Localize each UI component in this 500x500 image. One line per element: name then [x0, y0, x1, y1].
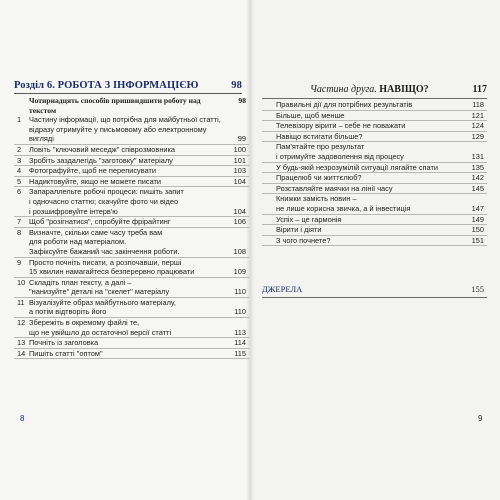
sources-page: 155: [471, 284, 484, 294]
toc-item-line: Вірити і діяти: [276, 225, 322, 235]
toc-item-page: 101: [233, 155, 246, 165]
toc-row: [14, 166, 249, 177]
toc-item-page: 151: [471, 235, 484, 245]
toc-item-line: і одночасно статтю; скачуйте фото чи відео: [29, 196, 179, 206]
toc-item-text: [262, 111, 463, 121]
sources-divider: [262, 297, 487, 298]
toc-item-page: 109: [233, 267, 246, 277]
toc-item-line: Визначте, скільки саме часу треба вам: [29, 227, 163, 237]
toc-item-line: відразу отримуйте у письмовому або електронному: [29, 124, 207, 134]
toc-item-text: [29, 338, 225, 348]
toc-item-text: [29, 177, 225, 187]
toc-item-number: 6: [17, 187, 22, 197]
toc-row: [14, 258, 249, 278]
toc-item-page: 149: [471, 214, 484, 224]
section-page-number: 98: [231, 80, 242, 91]
toc-item-page: 147: [471, 203, 484, 213]
toc-item-page: 108: [233, 246, 246, 256]
toc-item-page: 131: [471, 151, 484, 161]
part-divider: [262, 98, 487, 99]
toc-row: [14, 338, 249, 349]
toc-item-page: 124: [471, 121, 484, 131]
toc-item-number: 11: [17, 297, 25, 307]
toc-item-text: [29, 298, 225, 317]
toc-row: [262, 111, 487, 122]
toc-item-page: 110: [234, 287, 246, 297]
sources-label: ДЖЕРЕЛА: [262, 284, 303, 294]
section-title: Розділ 6. РОБОТА З ІНФОРМАЦІЄЮ: [14, 80, 199, 91]
toc-item-line: Пам'ятайте про результат: [276, 142, 365, 152]
toc-item-line: Ловіть "ключовий меседж" співрозмовника: [29, 144, 176, 154]
toc-item-page: 135: [471, 162, 484, 172]
toc-item-line: Запараллельте робочі процеси: пишіть запит: [29, 187, 184, 197]
toc-item-page: 142: [471, 173, 484, 183]
toc-row: [14, 349, 249, 360]
toc-item-line: Розставляйте маячки на лінії часу: [276, 183, 393, 193]
right-page: [250, 0, 500, 500]
toc-item-text: [29, 115, 225, 144]
toc-item-page: 115: [234, 348, 246, 358]
toc-item-line: Надиктовуйте, якщо не можете писати: [29, 176, 162, 186]
part-title: [310, 84, 429, 95]
toc-item-line: З чого почнете?: [276, 235, 331, 245]
toc-item-page: 121: [471, 110, 484, 120]
toc-item-number: 13: [17, 338, 26, 348]
toc-row: [262, 142, 487, 162]
toc-item-page: 113: [234, 327, 246, 337]
toc-row: [262, 184, 487, 195]
toc-item-line: Почніть із заголовка: [29, 338, 99, 348]
toc-item-number: 2: [17, 144, 22, 154]
right-toc-table: [262, 100, 487, 246]
toc-item-number: 7: [17, 217, 22, 227]
toc-item-text: [262, 194, 463, 213]
toc-row: [262, 194, 487, 214]
right-folio: 9: [478, 414, 483, 423]
toc-item-number: 10: [17, 277, 26, 287]
toc-item-line: "нанизуйте" деталі на "скелет" матеріалу: [29, 287, 170, 297]
toc-item-line: Зробіть заздалегідь "заготовку" матеріалу: [29, 155, 173, 165]
toc-item-text: [262, 184, 463, 194]
toc-item-number: 9: [17, 257, 22, 267]
toc-item-page: 104: [233, 176, 246, 186]
toc-row: [14, 217, 249, 228]
toc-item-number: 12: [17, 318, 26, 328]
toc-intro-row: [14, 96, 249, 115]
toc-item-text: [29, 349, 225, 359]
toc-item-line: Правильні дії для потрібних результатів: [276, 100, 413, 109]
part-page-number: 117: [472, 84, 487, 95]
toc-row: [262, 215, 487, 226]
toc-item-page: 118: [472, 100, 484, 109]
toc-item-text: [262, 215, 463, 225]
toc-row: [14, 318, 249, 338]
toc-row: [262, 100, 487, 111]
toc-item-line: Телевізору вірити – себе не поважати: [276, 121, 406, 131]
toc-item-number: 3: [17, 155, 22, 165]
toc-item-line: Більше, щоб менше: [276, 110, 345, 120]
toc-item-text: [29, 156, 225, 166]
part-title-italic: Частина друга.: [310, 84, 380, 95]
toc-row: [14, 177, 249, 188]
toc-item-line: що не увійшло до остаточної версії статті: [29, 327, 172, 337]
toc-item-line: Складіть план тексту, а далі –: [29, 277, 132, 287]
toc-item-text: [262, 173, 463, 183]
toc-item-line: Успіх – це гармонія: [276, 214, 342, 224]
toc-item-line: У будь-якій незрозумілій ситуації лягайте спати: [276, 162, 438, 172]
toc-item-text: [262, 225, 463, 235]
part-heading: [262, 84, 487, 97]
toc-item-number: 8: [17, 227, 22, 237]
toc-item-page: 110: [234, 307, 246, 317]
section-divider: [14, 93, 242, 94]
sources-row: [262, 284, 487, 298]
toc-row: [262, 173, 487, 184]
toc-row: [14, 228, 249, 258]
toc-row: [14, 145, 249, 156]
toc-item-text: [262, 236, 463, 246]
toc-item-line: Частину інформації, що потрібна для майбутньої статті,: [29, 115, 221, 125]
toc-item-number: 1: [17, 115, 22, 125]
toc-item-text: [262, 100, 463, 110]
toc-item-page: 145: [471, 183, 484, 193]
toc-item-line: Пишіть статті "оптом": [29, 348, 103, 358]
toc-item-text: [29, 278, 225, 297]
toc-item-text: [262, 163, 463, 173]
toc-item-line: не лише корисна звичка, а й інвестиція: [276, 203, 411, 213]
toc-intro-text: Чотирнадцять способів пришвидшити роботу над текстом: [29, 96, 201, 115]
toc-item-text: [29, 318, 225, 337]
left-toc-table: [14, 96, 249, 359]
toc-item-text: [262, 121, 463, 131]
toc-item-number: 4: [17, 166, 22, 176]
toc-item-number: 5: [17, 176, 22, 186]
toc-item-line: і розшифровуйте інтерв'ю: [29, 206, 118, 216]
toc-item-page: 129: [471, 131, 484, 141]
toc-item-line: Збережіть в окремому файлі те,: [29, 318, 140, 328]
toc-item-line: Візуалізуйте образ майбутнього матеріалу,: [29, 297, 176, 307]
toc-row: [14, 298, 249, 318]
toc-item-text: [29, 228, 225, 257]
toc-item-line: Фотографуйте, щоб не переписувати: [29, 166, 157, 176]
toc-item-text: [29, 187, 225, 216]
toc-item-line: Працелюб чи життєлюб?: [276, 173, 362, 183]
toc-intro-page: 98: [238, 96, 246, 105]
toc-item-page: 104: [233, 206, 246, 216]
toc-item-page: 103: [233, 166, 246, 176]
toc-item-text: [29, 145, 225, 155]
toc-item-line: а потім відтворіть його: [29, 307, 107, 317]
toc-item-page: 100: [233, 144, 246, 154]
toc-row: [262, 132, 487, 143]
toc-item-line: Книжки замість новин –: [276, 194, 357, 204]
toc-row: [14, 156, 249, 167]
toc-item-line: і отримуйте задоволення від процесу: [276, 151, 404, 161]
toc-item-text: [262, 132, 463, 142]
toc-row: [262, 163, 487, 174]
part-title-bold: НАВІЩО?: [379, 84, 429, 95]
toc-item-page: 106: [233, 217, 246, 227]
toc-row: [14, 278, 249, 298]
toc-item-line: Просто почніть писати, а розпочавши, перші: [29, 257, 182, 267]
toc-item-page: 114: [234, 338, 246, 348]
toc-item-page: 99: [237, 134, 246, 144]
toc-item-line: Зафіксуйте бажаний час закінчення роботи.: [29, 246, 180, 256]
toc-row: [14, 187, 249, 217]
toc-row: [262, 236, 487, 247]
toc-item-number: 14: [17, 348, 26, 358]
toc-row: [262, 225, 487, 236]
toc-row: [14, 115, 249, 145]
toc-item-line: Навіщо встигати більше?: [276, 131, 363, 141]
toc-item-text: [29, 258, 225, 277]
toc-item-line: Щоб "розігнатися", спробуйте фрірайтинг: [29, 217, 171, 227]
toc-item-page: 150: [471, 225, 484, 235]
left-folio: 8: [20, 414, 25, 423]
toc-item-text: [29, 217, 225, 227]
toc-row: [262, 121, 487, 132]
toc-item-line: вигляді: [29, 134, 54, 144]
section-heading: [14, 80, 242, 94]
toc-item-text: [29, 166, 225, 176]
toc-item-text: [262, 142, 463, 161]
toc-item-line: 15 хвилин намагайтеся безперервно працювати: [29, 267, 195, 277]
toc-item-line: для роботи над матеріалом.: [29, 237, 127, 247]
